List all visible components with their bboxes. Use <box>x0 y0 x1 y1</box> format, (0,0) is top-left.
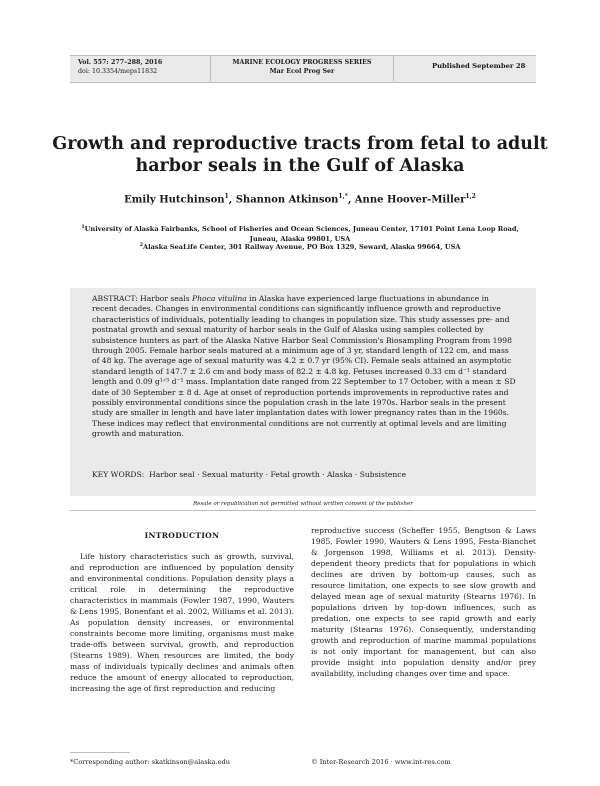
intro-column-1: Life history characteristics such as growth, survival, and reproduction are influenced by population density and environmental conditions. Population density plays a critical role in determining the reproductive characteristics in mammals (Fowler 1987, 1990, Wauters & Lens 1995, Bonenfant et al. 2002, Williams et al. 2013). As population density increases, or environmental constraints become more limiting, organisms must make trade-offs between survival, growth, and reproduction (Stearns 1989). When resources are limited, the body mass of individuals typically declines and animals often reduce the amount of energy allocated to reproduction, increasing the age of first reproduction and reducing <box>70 552 294 693</box>
header-journal-block <box>218 58 386 76</box>
copyright-notice: © Inter-Research 2016 · www.int-res.com <box>311 758 451 766</box>
abstract-body: in Alaska have experienced large fluctuations in abundance in recent decades. Changes in environmental conditions can significantly influence growth and reproductive characteristics of individuals, potentially leading to changes in population size. This study assesses pre- and postnatal growth and sexual maturity of harbor seals in the Gulf of Alaska using samples collected by subsistence hunters as part of the Alaska Native Harbor Seal Commission's Biosampling Program from 1998 through 2005. Female harbor seals matured at a minimum age of 3 yr, standard length of 122 cm, and mass of 48 kg. The average age of sexual maturity was 4.2 ± 0.7 yr (95% CI). Female seals attained an asymptotic standard length of 147.7 ± 2.6 cm and body mass of 82.2 ± 4.8 kg. Fetuses increased 0.33 cm d⁻¹ standard length and 0.09 g¹ᐟ³ d⁻¹ mass. Implantation date ranged from 22 September to 17 October, with a mean ± SD date of 30 September ± 8 d. Age at onset of reproduction portends improvements in reproductive rates and possibly environmental conditions since the population crash in the late 1970s. Harbor seals in the present study are smaller in length and have later implantation dates with lower pregnancy rates than in the 1960s. These indices may reflect that environmental conditions are not currently at optimal levels and are limiting growth and maturation. <box>92 294 516 439</box>
author-sup: 1 <box>224 193 229 200</box>
author-name: Shannon Atkinson <box>235 194 339 206</box>
paper-title <box>40 133 560 177</box>
affiliation-line: Alaska SeaLife Center, 301 Railway Avenue, PO Box 1329, Seward, Alaska 99664, USA <box>143 243 461 252</box>
affiliation <box>40 240 560 252</box>
affiliation-sup: 2 <box>139 242 144 248</box>
introduction-heading: INTRODUCTION <box>144 531 220 540</box>
abstract <box>92 294 516 440</box>
author-name: Anne Hoover-Miller <box>354 194 466 206</box>
title-line-1: Growth and reproductive tracts from fetal to adult <box>52 134 548 154</box>
author-sup: 1,2 <box>465 193 476 200</box>
author-name: Emily Hutchinson <box>124 194 225 206</box>
affiliation-line: Juneau, Alaska 99801, USA <box>249 235 351 244</box>
affiliation-line: University of Alaska Fairbanks, School of Fisheries and Ocean Sciences, Juneau Center, 17101 Point Lena Loop Road, <box>84 225 519 234</box>
journal-abbreviation: Mar Ecol Prog Ser <box>269 68 335 75</box>
intro-column-2: reproductive success (Scheffer 1955, Bengtson & Laws 1985, Fowler 1990, Wauters & Lens 1995, Festa-Bianchet & Jorgenson 1998, Williams et al. 2013). Density-dependent theory predicts that for populations in which declines are driven by bottom-up causes, such as resource limitation, one expects to see slow growth and delayed mean age of sexual maturity (Stearns 1976). In populations driven by top-down influences, such as predation, one expects to see rapid growth and early maturity (Stearns 1976). Consequently, understanding growth and reproduction of marine mammal populations is not only important for management, but can also provide insight into population density and/or prey availability, including changes over time and space. <box>311 526 536 678</box>
doi-text: doi: 10.3354/meps11832 <box>78 68 158 75</box>
abstract-pre: Harbor seals <box>137 294 193 303</box>
journal-name: MARINE ECOLOGY PROGRESS SERIES <box>232 59 372 66</box>
resale-notice: Resale or republication not permitted without written consent of the publisher <box>193 501 413 507</box>
affiliation-sup: 1 <box>81 224 85 230</box>
author-sup: 1,* <box>338 193 348 200</box>
keywords-label: KEY WORDS: <box>92 470 145 479</box>
keywords <box>92 470 516 479</box>
abstract-label: ABSTRACT: <box>92 294 138 303</box>
published-date: Published September 28 <box>432 62 526 70</box>
author-list: Emily Hutchinson$^1$, Shannon Atkinson$^{1,*}$, Anne Hoover-Miller$^{1,2}$ <box>124 193 476 206</box>
header-divider <box>210 55 211 81</box>
header-divider <box>393 55 394 81</box>
section-rule <box>70 510 536 511</box>
corresponding-author: *Corresponding author: skatkinson@alaska.edu <box>70 758 230 766</box>
footnote-rule <box>70 752 130 753</box>
volume-text: Vol. 557: 277–288, 2016 <box>78 59 163 66</box>
keywords-text: Harbor seal · Sexual maturity · Fetal growth · Alaska · Subsistence <box>149 470 407 479</box>
title-line-2: harbor seals in the Gulf of Alaska <box>135 156 465 176</box>
species-name: Phoca vitulina <box>192 294 247 303</box>
header-volume-block <box>78 58 162 76</box>
